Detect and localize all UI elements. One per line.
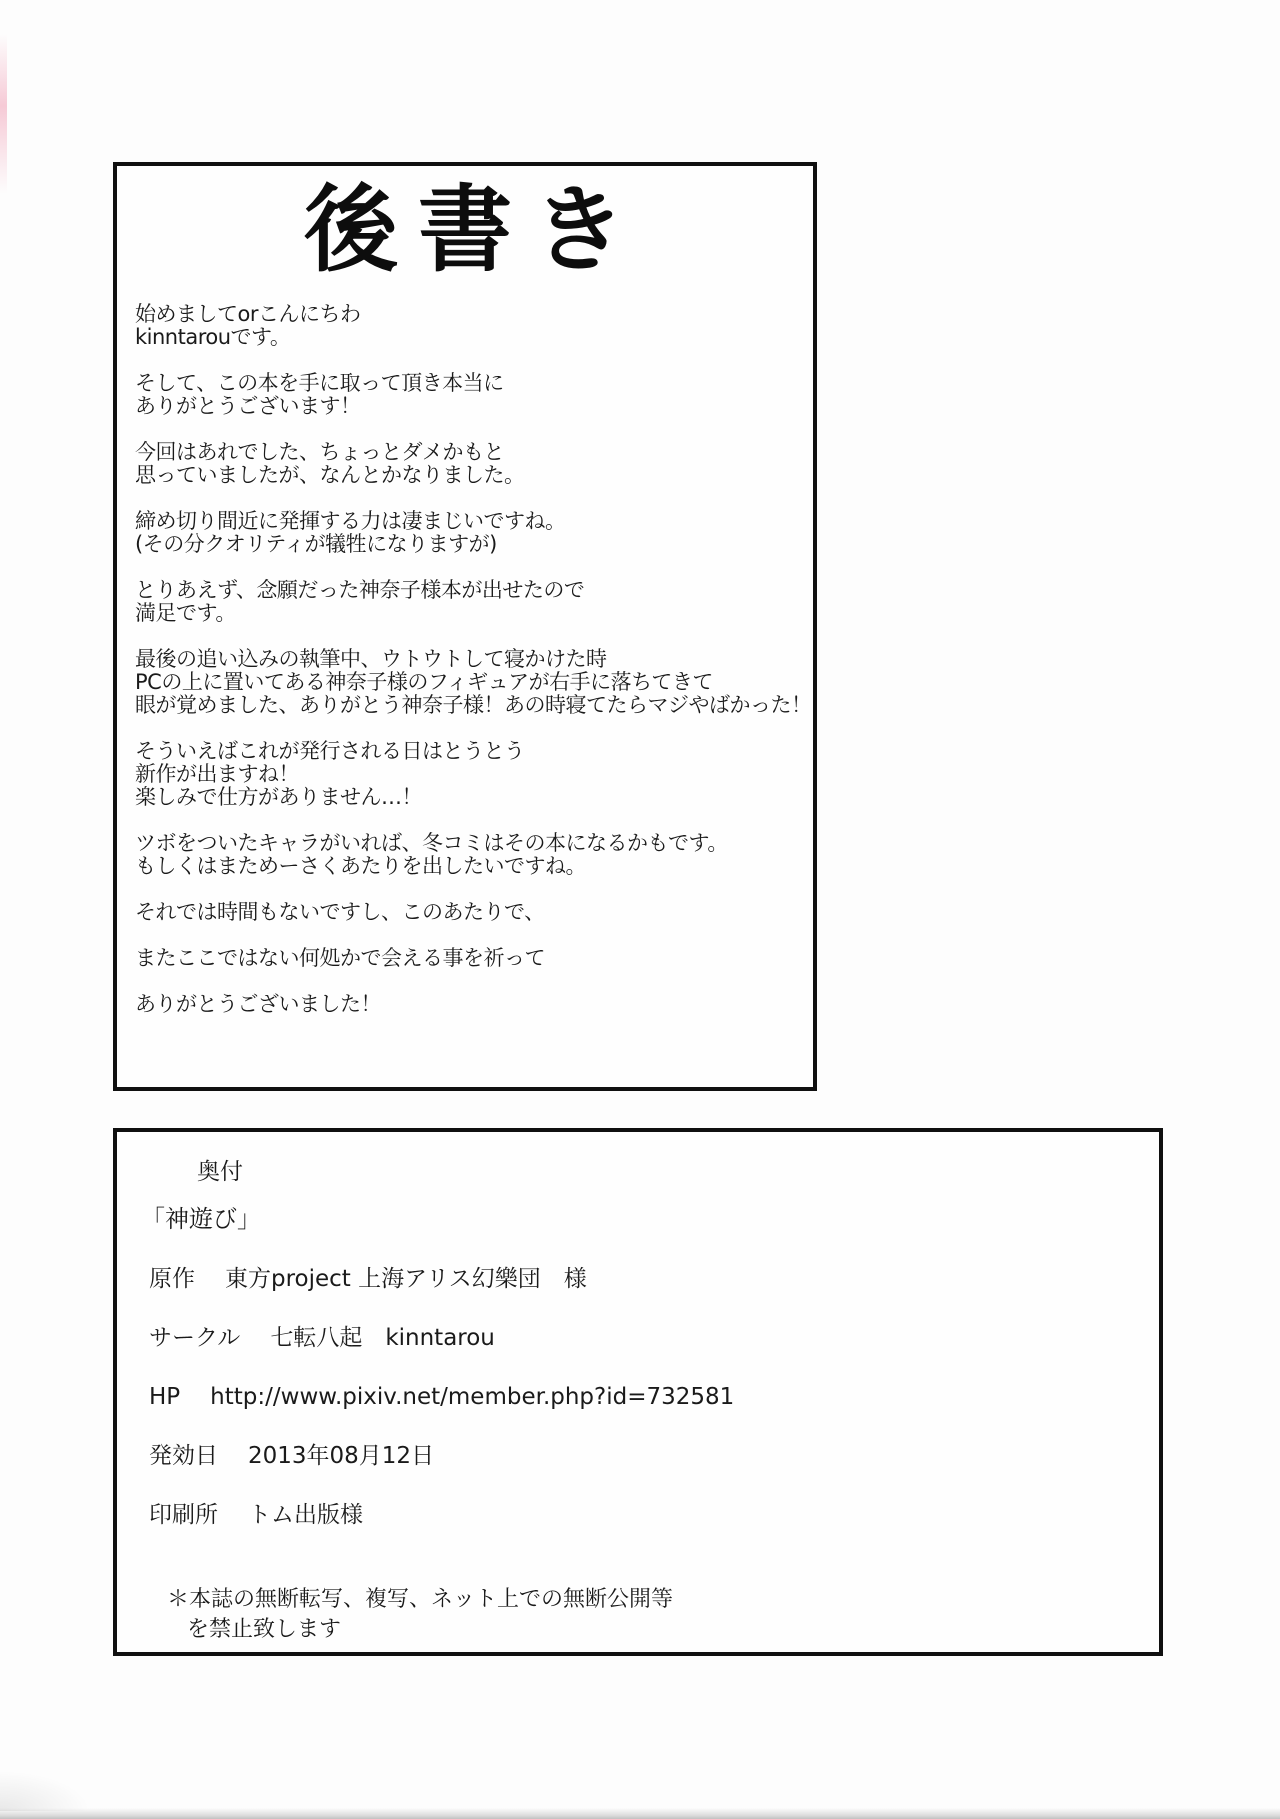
copyright-notice-line-1: ＊本誌の無断転写、複写、ネット上での無断公開等 <box>167 1587 674 1612</box>
colophon-row-value: トム出版様 <box>248 1502 363 1528</box>
afterword-line <box>135 418 809 441</box>
scan-artifact-bottom-edge <box>0 1808 1280 1819</box>
copyright-notice <box>167 1585 1159 1645</box>
afterword-line <box>135 349 809 372</box>
afterword-box <box>113 162 817 1091</box>
afterword-line: 始めましてorこんにちわ <box>135 302 361 326</box>
scan-artifact-left-edge <box>0 34 7 194</box>
afterword-line: 最後の追い込みの執筆中、ウトウトして寝かけた時 <box>135 647 607 671</box>
afterword-line: 今回はあれでした、ちょっとダメかもと <box>135 440 504 464</box>
colophon-row-value: http://www.pixiv.net/member.php?id=732581 <box>210 1384 735 1410</box>
afterword-line <box>135 487 809 510</box>
colophon-rows <box>149 1265 1159 1529</box>
scan-artifact-corner <box>0 1771 90 1811</box>
colophon-row-value: 七転八起 kinntarou <box>270 1325 495 1351</box>
afterword-line <box>135 625 809 648</box>
afterword-line: kinntarouです。 <box>135 325 291 349</box>
colophon-row <box>149 1383 1159 1411</box>
afterword-line <box>135 556 809 579</box>
colophon-row <box>149 1501 1159 1529</box>
afterword-line <box>135 809 809 832</box>
afterword-line: 楽しみで仕方がありません…！ <box>135 785 422 809</box>
colophon-row <box>149 1324 1159 1352</box>
afterword-line: 眼が覚めました、ありがとう神奈子様！あの時寝てたらマジやばかった！ <box>135 693 812 717</box>
afterword-line: それでは時間もないですし、このあたりで、 <box>135 900 545 924</box>
colophon-row-label: 発効日 <box>149 1443 218 1469</box>
colophon-row-label: 原作 <box>149 1266 195 1292</box>
colophon-row-label: 印刷所 <box>149 1502 218 1528</box>
afterword-body <box>135 302 812 1016</box>
afterword-line: (その分クオリティが犠牲になりますが) <box>135 532 497 556</box>
afterword-line: またここではない何処かで会える事を祈って <box>135 946 545 970</box>
afterword-line <box>135 878 809 901</box>
afterword-line: 新作が出ますね！ <box>135 762 299 786</box>
colophon-row-value: 東方project 上海アリス幻樂団 様 <box>225 1266 587 1292</box>
afterword-line: 締め切り間近に発揮する力は凄まじいですね。 <box>135 509 566 533</box>
colophon-row-value: 2013年08月12日 <box>248 1443 435 1469</box>
afterword-line: 満足です。 <box>135 601 236 625</box>
afterword-line: ありがとうございました！ <box>135 992 381 1016</box>
afterword-line <box>135 924 809 947</box>
colophon-row <box>149 1265 1159 1293</box>
afterword-line: そういえばこれが発行される日はとうとう <box>135 739 525 763</box>
afterword-line <box>135 970 809 993</box>
copyright-notice-line-2: を禁止致します <box>187 1617 342 1642</box>
afterword-line: 思っていましたが、なんとかなりました。 <box>135 463 525 487</box>
colophon-row-label: サークル <box>149 1325 241 1351</box>
afterword-line: もしくはまためーさくあたりを出したいですね。 <box>135 854 586 878</box>
afterword-line: とりあえず、念願だった神奈子様本が出せたので <box>135 578 585 602</box>
afterword-line: そして、この本を手に取って頂き本当に <box>135 371 504 395</box>
afterword-line: ツボをついたキャラがいれば、冬コミはその本になるかもです。 <box>135 831 728 855</box>
colophon-row-label: HP <box>149 1384 181 1410</box>
colophon-row <box>149 1442 1159 1470</box>
colophon-heading: 奥付 <box>197 1159 243 1185</box>
colophon-box <box>113 1128 1163 1656</box>
colophon-book-title: 「神遊び」 <box>141 1205 261 1233</box>
afterword-line: PCの上に置いてある神奈子様のフィギュアが右手に落ちてきて <box>135 670 713 694</box>
afterword-line <box>135 717 809 740</box>
afterword-line: ありがとうございます！ <box>135 394 361 418</box>
afterword-title: 後書き <box>303 175 646 285</box>
